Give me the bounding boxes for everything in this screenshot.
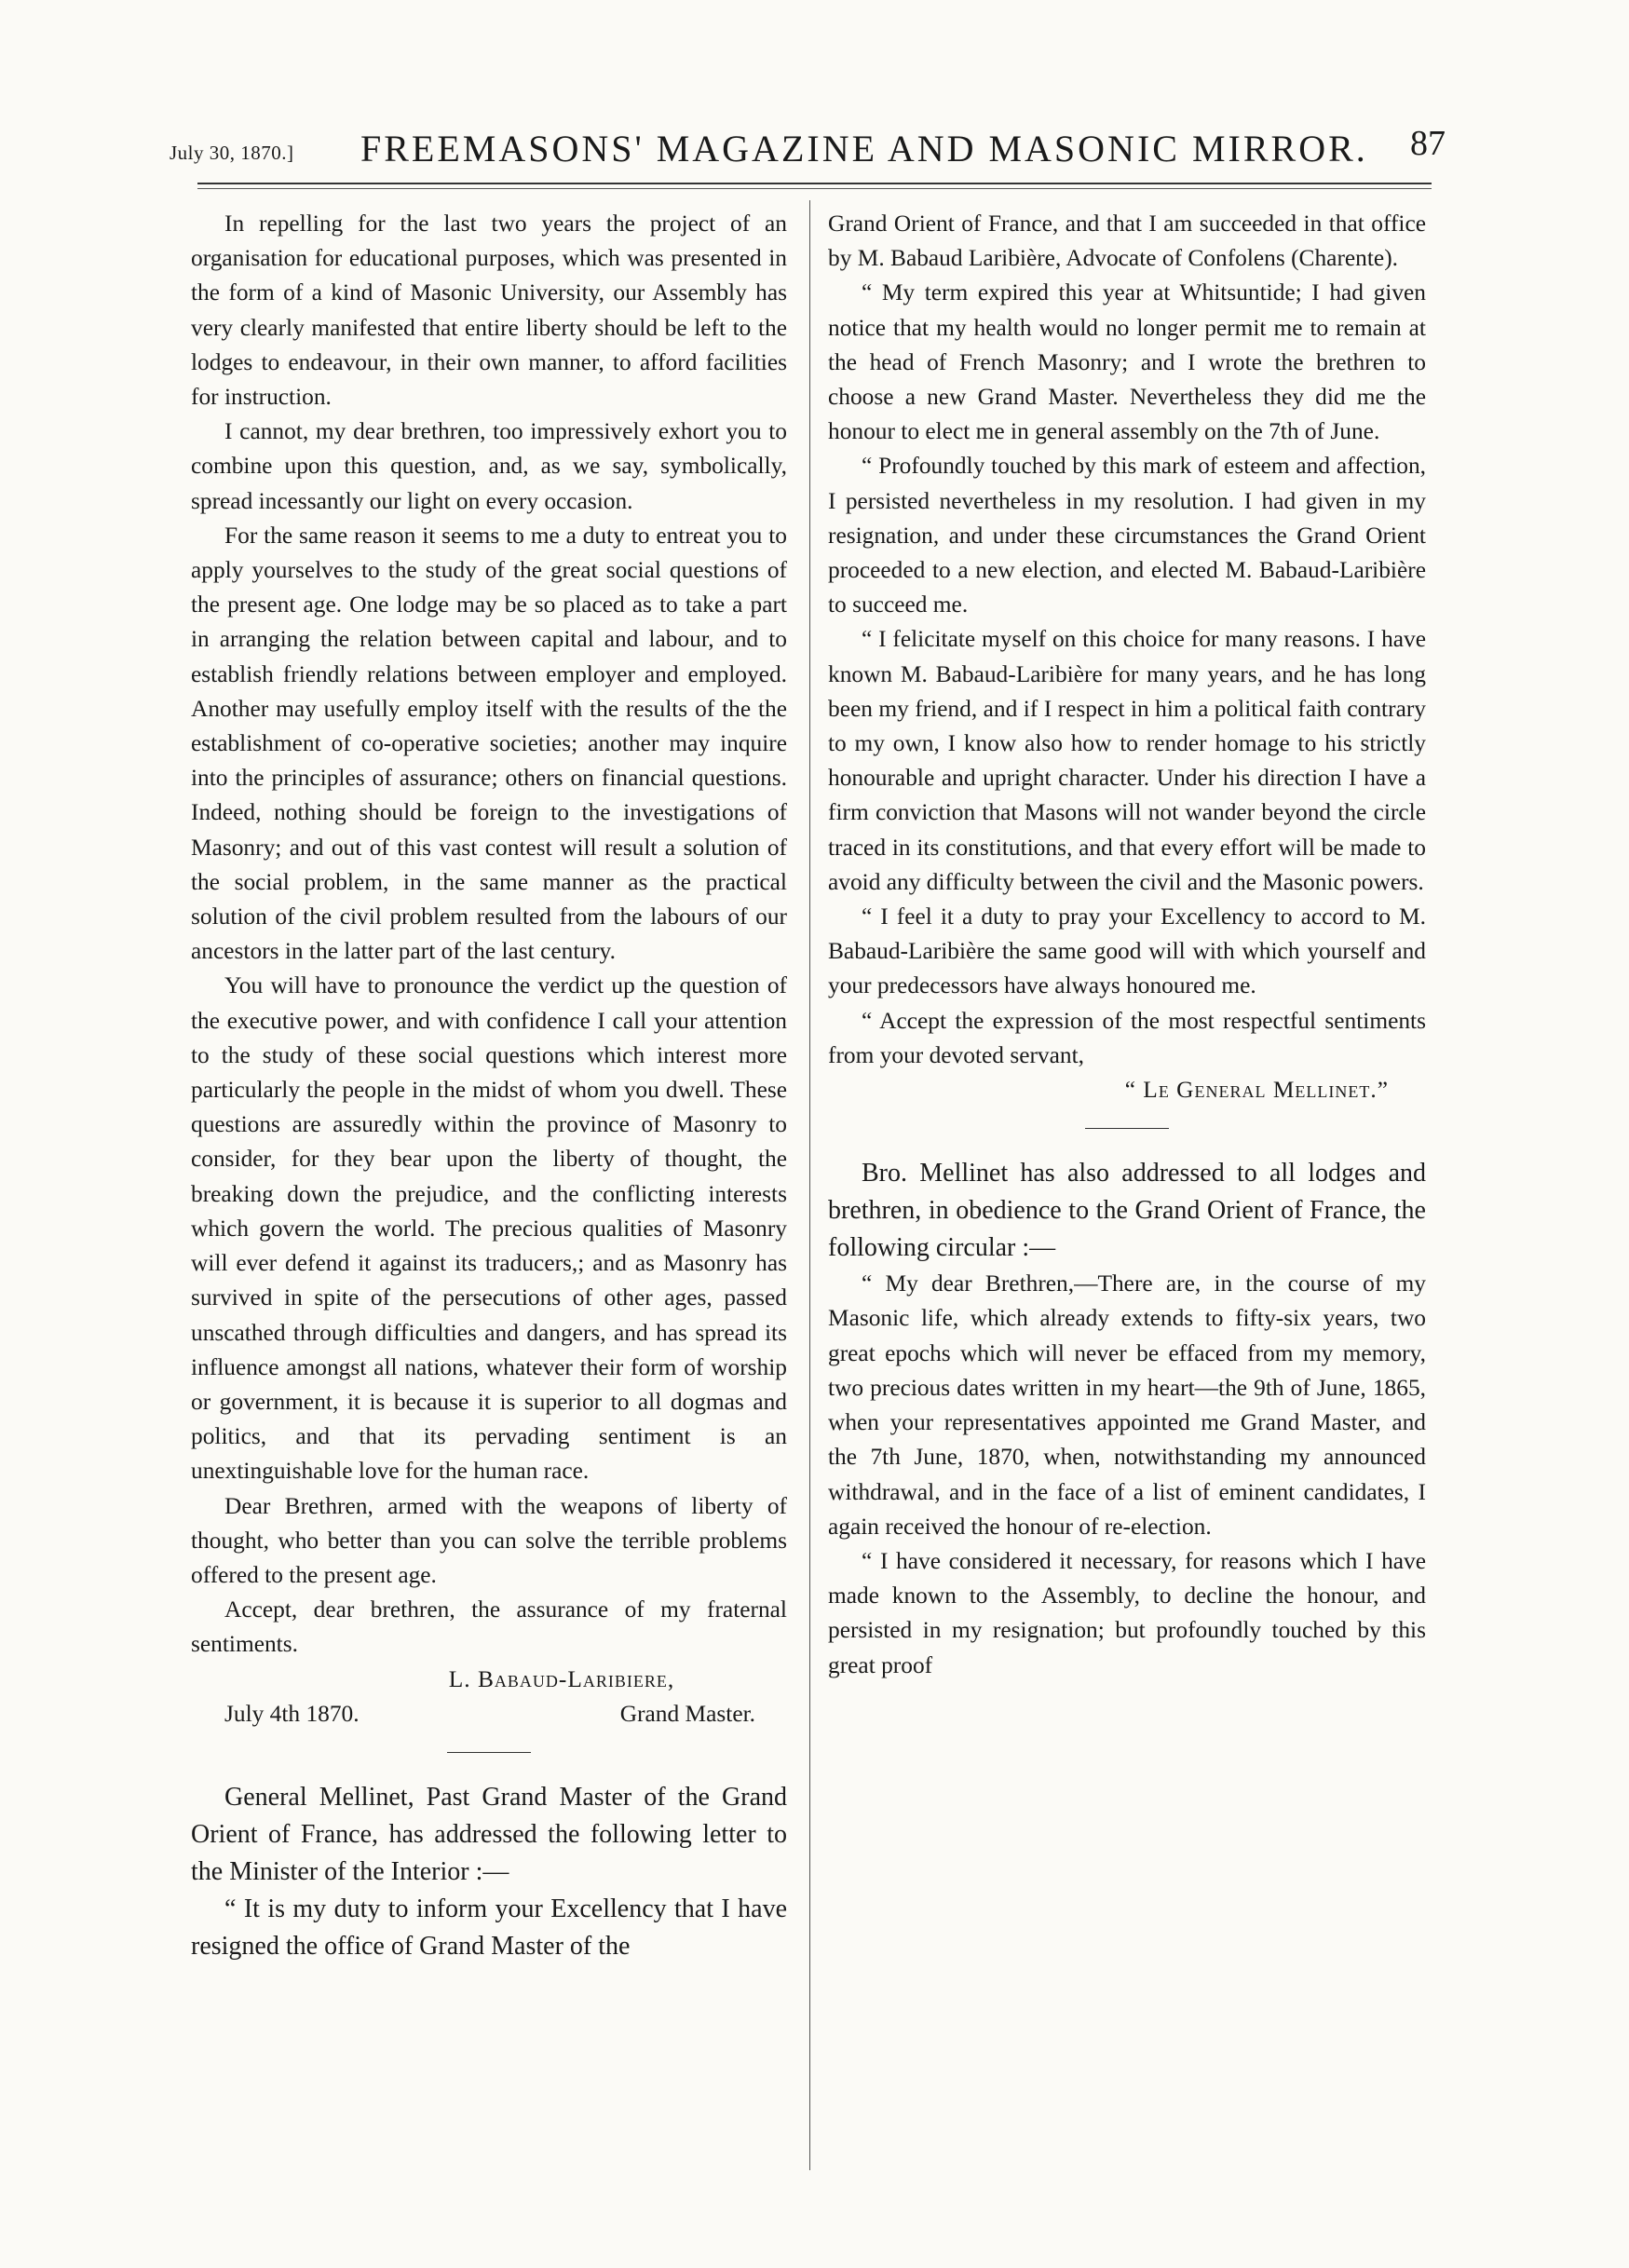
right-paragraph-6: “ Accept the expression of the most respectful sentiments from your devoted servant, xyxy=(828,1007,1426,1068)
left-column xyxy=(191,207,787,1965)
circular-paragraph-1: “ My dear Brethren,—There are, in the course of my Masonic life, which already extends to fifty-six years, two great epochs which will never be effaced from my memory, two precious dates written in my heart—the 9th of June, 1865, when your representatives appointed me Grand Master, and the 7th June, 1870, when, notwithstanding my announced withdrawal, and in the face of a list of eminent candidates, I again received the honour of re-election. xyxy=(828,1270,1426,1540)
left-paragraph-5: Dear Brethren, armed with the weapons of liberty of thought, who better than you can solve the terrible problems offered to the present age. xyxy=(191,1492,787,1588)
left-paragraph-1: In repelling for the last two years the project of an organisation for educational purposes, which was presented in the form of a kind of Masonic University, our Assembly has very clearly manifested that entire liberty should be left to the lodges to endeavour, in their own manner, to afford facilities for instruction. xyxy=(191,211,787,411)
signature-line xyxy=(191,1697,787,1732)
section-separator xyxy=(447,1752,531,1753)
section-separator-right xyxy=(1085,1128,1169,1129)
right-paragraph-5: “ I feel it a duty to pray your Excellency to accord to M. Babaud-Laribière the same good will with which yourself and your predecessors have always honoured me. xyxy=(828,903,1426,999)
left-paragraph-4: You will have to pronounce the verdict up the question of the executive power, and with confidence I call your attention to the study of these social questions which interest more particularly the people in the midst of whom you dwell. These questions are assuredly within the province of Masonry to consider, for they bear upon the liberty of thought, the breaking down the prejudice, and the conflicting interests which govern the world. The precious qualities of Masonry will ever defend it against its traducers,; and as Masonry has survived in spite of the persecutions of other ages, passed unscathed through difficulties and dangers, and has spread its influence amongst all nations, whatever their form of worship or government, it is because it is superior to all dogmas and politics, and that its pervading sentiment is an unextinguishable love for the human race. xyxy=(191,972,787,1485)
right-column xyxy=(828,207,1426,1683)
header-title: FREEMASONS' MAGAZINE AND MASONIC MIRROR. xyxy=(360,128,1368,170)
right-paragraph-3: “ Profoundly touched by this mark of esteem and affection, I persisted nevertheless in my resolution. I had given in my resignation, and under these circumstances the Grand Orient proceeded to a new election, and elected M. Babaud-Laribière to succeed me. xyxy=(828,453,1426,618)
page-number: 87 xyxy=(1410,124,1446,163)
left-paragraph-2: I cannot, my dear brethren, too impressively exhort you to combine upon this question, and, as we say, symbolically, spread incessantly our light on every occasion. xyxy=(191,418,787,514)
letter-start: “ It is my duty to inform your Excellency that I have resigned the office of Grand Master of the xyxy=(191,1894,787,1961)
page-header xyxy=(170,119,1446,175)
header-date: July 30, 1870.] xyxy=(170,142,294,164)
right-paragraph-2: “ My term expired this year at Whitsuntide; I had given notice that my health would no longer permit me to remain at the head of French Masonry; and I wrote the brethren to choose a new Grand Master. Nevertheless they did me the honour to elect me in general assembly on the 7th of June. xyxy=(828,279,1426,445)
mellinet-signature: “ Le General Mellinet.” xyxy=(1124,1077,1389,1104)
signature-title: Grand Master. xyxy=(619,1700,755,1727)
left-paragraph-3: For the same reason it seems to me a duty to entreat you to apply yourselves to the study of the great social questions of the present age. One lodge may be so placed as to take a part in arranging the relation between capital and labour, and to establish friendly relations between employer and employed. Another may usefully employ itself with the results of the the establishment of co-operative societies; another may inquire into the principles of assurance; others on financial questions. Indeed, nothing should be foreign to the investigations of Masonry; and out of this vast contest will result a solution of the social problem, in the same manner as the practical solution of the civil problem resulted from the labours of our ancestors in the latter part of the last century. xyxy=(191,522,787,965)
signature-date: July 4th 1870. xyxy=(224,1700,360,1727)
left-paragraph-6: Accept, dear brethren, the assurance of my fraternal sentiments. xyxy=(191,1596,787,1658)
signature-name: L. Babaud-Laribiere, xyxy=(448,1665,675,1692)
mellinet-intro: General Mellinet, Past Grand Master of the Grand Orient of France, has addressed the following letter to the Minister of the Interior :— xyxy=(191,1782,787,1886)
right-paragraph-1: Grand Orient of France, and that I am succeeded in that office by M. Babaud Laribière, Advocate of Confolens (Charente). xyxy=(828,211,1426,272)
right-paragraph-4: “ I felicitate myself on this choice for many reasons. I have known M. Babaud-Laribière for many years, and he has long been my friend, and if I respect in him a political faith contrary to my own, I know also how to render homage to his strictly honourable and upright character. Under his direction I have a firm conviction that Masons will not wander beyond the circle traced in its constitutions, and that every effort will be made to avoid any difficulty between the civil and the Masonic powers. xyxy=(828,626,1426,895)
circular-intro: Bro. Mellinet has also addressed to all lodges and brethren, in obedience to the Grand Orient of France, the following circular :— xyxy=(828,1159,1426,1263)
circular-paragraph-2: “ I have considered it necessary, for reasons which I have made known to the Assembly, to decline the honour, and persisted in my resignation; but profoundly touched by this great proof xyxy=(828,1547,1426,1678)
column-divider xyxy=(809,200,810,2170)
header-rule-secondary xyxy=(197,188,1432,189)
header-rule xyxy=(197,183,1432,184)
